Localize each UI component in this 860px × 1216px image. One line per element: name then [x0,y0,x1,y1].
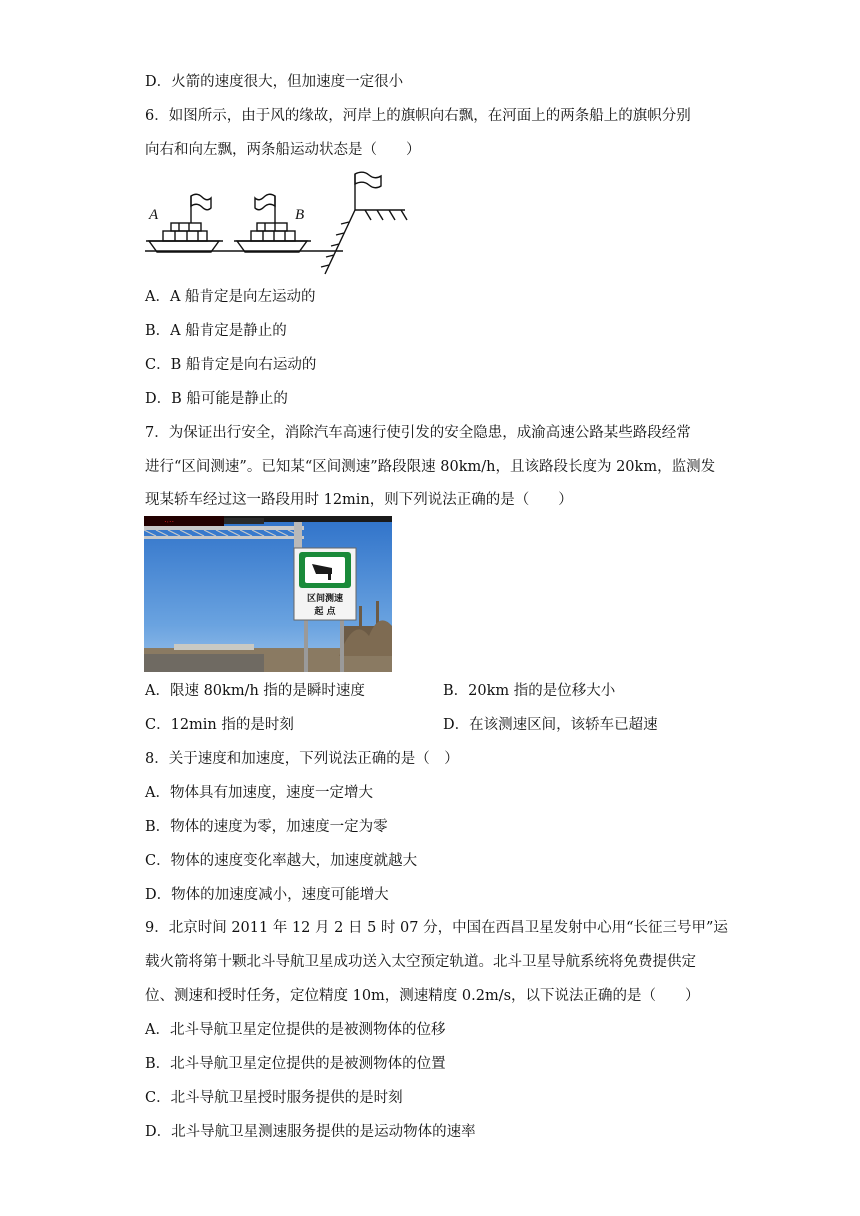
boats-diagram [143,166,408,278]
q7-option-b: B．20km 指的是位移大小 [443,683,616,699]
q8-stem: 8．关于速度和加速度，下列说法正确的是（ ） [145,751,459,767]
q7-stem-line-1: 7．为保证出行安全，消除汽车高速行使引发的安全隐患，成渝高速公路某些路段经常 [145,425,691,441]
q6-option-d: D．B 船可能是静止的 [145,391,288,407]
boat-b-flag [255,194,275,210]
q7-stem-line-2: 进行“区间测速”。已知某“区间测速”路段限速 80km/h，且该路段长度为 20km，监测发 [145,459,716,475]
q9-stem-line-2: 载火箭将第十颗北斗导航卫星成功送入太空预定轨道。北斗卫星导航系统将免费提供定 [145,954,696,970]
q8-option-b: B．物体的速度为零，加速度一定为零 [145,819,388,835]
boat-b [234,194,311,252]
q6-option-c: C．B 船肯定是向右运动的 [145,357,317,373]
q6-option-a: A．A 船肯定是向左运动的 [145,289,316,305]
boat-a-label: A [149,207,159,223]
q9-option-a: A．北斗导航卫星定位提供的是被测物体的位移 [145,1022,446,1038]
q7-stem-line-3: 现某轿车经过这一路段用时 12min，则下列说法正确的是（ ） [145,492,573,508]
q8-option-c: C．物体的速度变化率越大，加速度就越大 [145,853,418,869]
q8-option-a: A．物体具有加速度，速度一定增大 [145,785,373,801]
q9-stem-line-1: 9．北京时间 2011 年 12 月 2 日 5 时 07 分，中国在西昌卫星发射中心用“长征三号甲”运 [145,920,728,936]
q9-option-d: D．北斗导航卫星测速服务提供的是运动物体的速率 [145,1124,476,1140]
boat-a-flag [191,194,211,210]
q6-boats-figure [143,166,408,278]
q8-option-d: D．物体的加速度减小，速度可能增大 [145,887,389,903]
q9-stem-line-3: 位、测速和授时任务，定位精度 10m，测速精度 0.2m/s，以下说法正确的是（ ） [145,988,700,1004]
q6-stem-line-1: 6．如图所示，由于风的缘故，河岸上的旗帜向右飘，在河面上的两条船上的旗帜分别 [145,108,691,124]
boat-a [146,194,223,252]
q7-option-d: D．在该测速区间，该轿车已超速 [443,717,658,733]
shore-flag [355,172,381,188]
q6-stem-line-2: 向右和向左飘，两条船运动状态是（ ） [145,142,421,158]
q7-option-a: A．限速 80km/h 指的是瞬时速度 [145,683,365,699]
q7-highway-photo [144,516,392,672]
q9-option-b: B．北斗导航卫星定位提供的是被测物体的位置 [145,1056,446,1072]
q6-option-b: B．A 船肯定是静止的 [145,323,287,339]
svg-text:·∙··: ·∙·· [164,517,175,526]
q9-option-c: C．北斗导航卫星授时服务提供的是时刻 [145,1090,403,1106]
q7-option-c: C．12min 指的是时刻 [145,717,294,733]
boat-b-label: B [295,207,305,223]
river-bank-slope [325,210,355,274]
q5-option-d: D．火箭的速度很大，但加速度一定很小 [145,74,404,90]
sign-line-1: 区间测速 [306,594,344,604]
sign-line-2: 起 点 [314,607,336,617]
